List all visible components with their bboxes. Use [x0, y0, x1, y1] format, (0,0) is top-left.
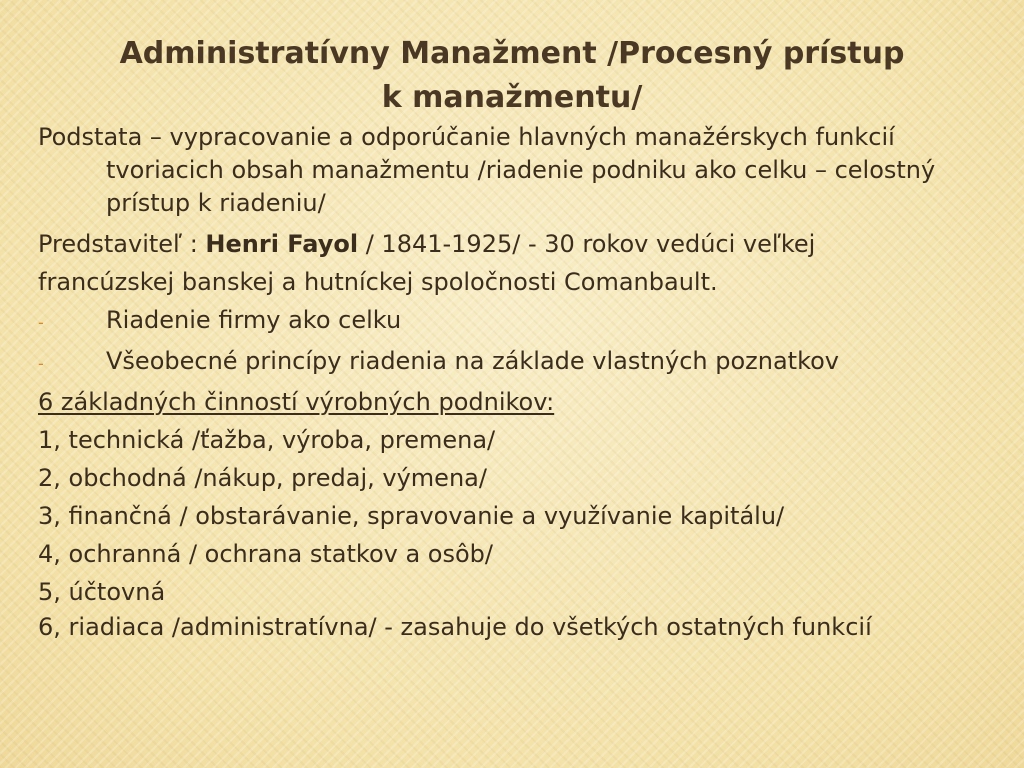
activity-item: 1, technická /ťažba, výroba, premena/ [38, 426, 496, 454]
bullet-item [38, 342, 998, 383]
activity-item: 3, finančná / obstarávanie, spravovanie a využívanie kapitálu/ [38, 502, 785, 530]
bullet-text: Riadenie firmy ako celku [106, 306, 402, 334]
activity-item: 5, účtovná [38, 578, 166, 606]
slide-title [40, 32, 984, 120]
slide-content [38, 121, 998, 649]
slide-title-line-1: Administratívny Manažment /Procesný prístup [119, 36, 905, 71]
dash-bullet-icon: - [38, 313, 44, 332]
predstavitel-line-2: francúzskej banskej a hutníckej spoločnosti Comanbault. [38, 268, 718, 296]
predstavitel-detail: / 1841-1925/ - 30 rokov vedúci veľkej [358, 230, 816, 258]
podstata-paragraph: Podstata – vypracovanie a odporúčanie hlavných manažérskych funkcií tvoriacich obsah manažmentu /riadenie podniku ako celku – celostný prístup k riadeniu/ [38, 123, 936, 217]
activity-item: 4, ochranná / ochrana statkov a osôb/ [38, 540, 493, 568]
slide-title-line-2: k manažmentu/ [381, 80, 643, 115]
activities-heading: 6 základných činností výrobných podnikov: [38, 388, 555, 416]
predstavitel-line [38, 225, 998, 263]
activity-item: 2, obchodná /nákup, predaj, výmena/ [38, 464, 487, 492]
predstavitel-name: Henri Fayol [205, 230, 359, 258]
bullet-item [38, 301, 998, 342]
bullet-text: Všeobecné princípy riadenia na základe vlastných poznatkov [106, 347, 840, 375]
dash-bullet-icon: - [38, 354, 44, 373]
predstavitel-label: Predstaviteľ : [38, 230, 206, 258]
activity-item: 6, riadiaca /administratívna/ - zasahuje do všetkých ostatných funkcií [38, 613, 872, 641]
